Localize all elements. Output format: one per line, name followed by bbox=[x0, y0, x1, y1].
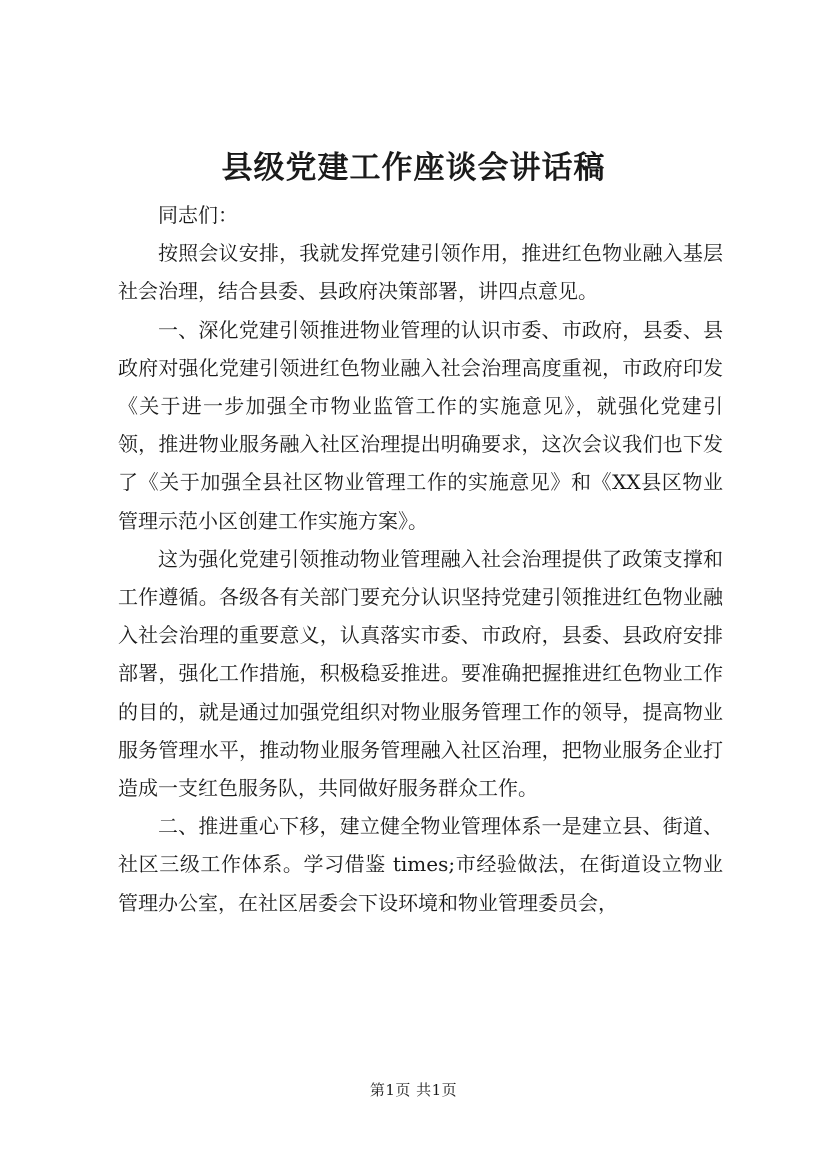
document-title: 县级党建工作座谈会讲话稿 bbox=[221, 150, 606, 186]
paragraph-2: 一、深化党建引领推进物业管理的认识市委、市政府，县委、县政府对强化党建引领进红色物业融入社会治理高度重视，市政府印发《关于进一步加强全市物业监管工作的实施意见》，就强化党建引领，推进物业服务融入社区治理提出明确要求，这次会议我们也下发了《关于加强全县社区物业管理工作的实施意见》和《XX县区物业管理示范小区创建工作实施方案》。 bbox=[118, 317, 723, 533]
greeting: 同志们： bbox=[158, 203, 238, 227]
paragraph-1: 按照会议安排，我就发挥党建引领作用，推进红色物业融入基层社会治理，结合县委、县政府决策部署，讲四点意见。 bbox=[118, 241, 723, 304]
document-body bbox=[118, 196, 723, 922]
paragraph-3: 这为强化党建引领推动物业管理融入社会治理提供了政策支撑和工作遵循。各级各有关部门要充分认识坚持党建引领推进红色物业融入社会治理的重要意义，认真落实市委、市政府，县委、县政府安排部署，强化工作措施，积极稳妥推进。要准确把握推进红色物业工作的目的，就是通过加强党组织对物业服务管理工作的领导，提高物业服务管理水平，推动物业服务管理融入社区治理，把物业服务企业打造成一支红色服务队，共同做好服务群众工作。 bbox=[118, 546, 723, 801]
page-footer: 第1页 共1页 bbox=[369, 1081, 458, 1099]
paragraph-4: 二、推进重心下移，建立健全物业管理体系一是建立县、街道、社区三级工作体系。学习借鉴 times;市经验做法，在街道设立物业管理办公室，在社区居委会下设环境和物业管理委员会， bbox=[118, 814, 723, 915]
